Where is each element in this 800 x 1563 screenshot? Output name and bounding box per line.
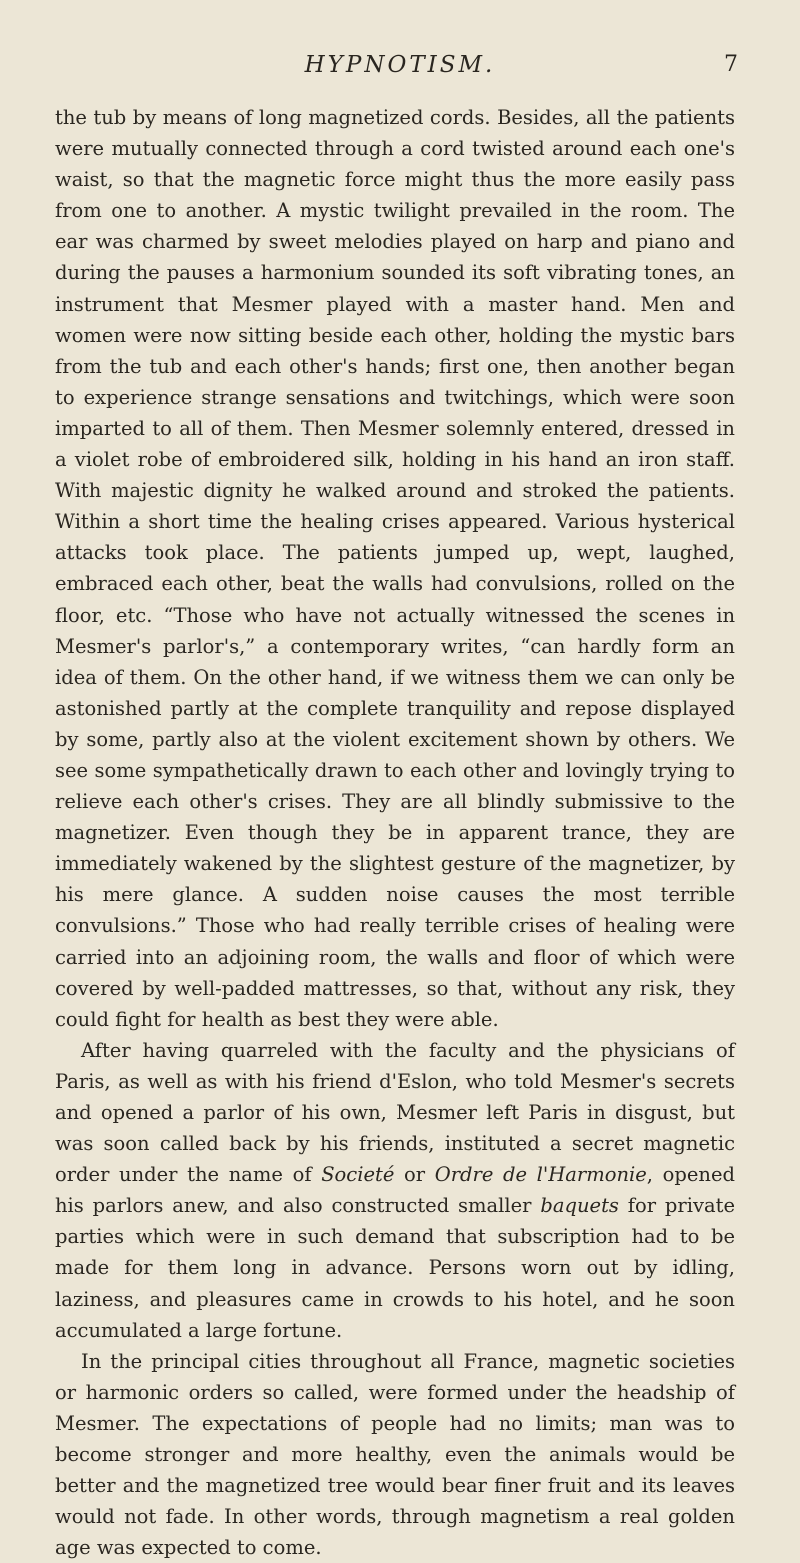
italic-term-baquets: baquets [540,1194,619,1218]
italic-term-societe: Societé [321,1163,395,1187]
paragraph-1: the tub by means of long magnetized cords. Besides, all the patients were mutually connected through a cord twisted around each one's waist, so that the magnetic force might thus the more easily pass from one to another. A mystic twilight prevailed in the room. The ear was charmed by sweet melodies played on harp and piano and during the pauses a harmonium sounded its soft vibrating tones, an instrument that Mesmer played with a master hand. Men and women were now sitting beside each other, holding the mystic bars from the tub and each other's hands; first one, then another began to experience strange sensations and twitchings, which were soon imparted to all of them. Then Mesmer solemnly entered, dressed in a violet robe of embroidered silk, holding in his hand an iron staff. With majestic dignity he walked around and stroked the patients. Within a short time the healing crises appeared. Various hysterical attacks took place. The patients jumped up, wept, laughed, embraced each other, beat the walls had convulsions, rolled on the floor, etc. “Those who have not actually witnessed the scenes in Mesmer's parlor's,” a contemporary writes, “can hardly form an idea of them. On the other hand, if we witness them we can only be astonished partly at the complete tranquility and repose displayed by some, partly also at the violent excitement shown by others. We see some sympathetically drawn to each other and lovingly trying to relieve each other's crises. They are all blindly submissive to the magnetizer. Even though they be in apparent trance, they are immediately wakened by the slightest gesture of the magnetizer, by his mere glance. A sudden noise causes the most terrible convulsions.” Those who had really terrible crises of healing were carried into an adjoining room, the walls and floor of which were covered by well-padded mattresses, so that, without any risk, they could fight for health as best they were able. [55,106,735,1031]
page-number: 7 [724,52,738,77]
running-head [0,52,800,86]
running-title: HYPNOTISM. [304,52,496,78]
text-run: for private parties which were in such demand that subscription had to be made for them long in advance. Persons worn out by idling, laziness, and pleasures came in crowds to his hotel, and he soon accumulated a large fortune. [55,1194,735,1342]
text-run: or [394,1163,435,1187]
body-text [55,102,735,1563]
italic-term-ordre: Ordre de l'Harmonie [434,1163,647,1187]
paragraph-2 [55,1035,735,1346]
paragraph-3: In the principal cities throughout all France, magnetic societies or harmonic orders so called, were formed under the headship of Mesmer. The expectations of people had no limits; man was to become stronger and more healthy, even the animals would be better and the magnetized tree would bear finer fruit and its leaves would not fade. In other words, through magnetism a real golden age was expected to come. [55,1349,735,1560]
text-run: , opened his parlors anew, and also constructed smaller [55,1163,735,1218]
text-run: After having quarreled with the faculty and the physicians of Paris, as well as with his friend d'Eslon, who told Mesmer's secrets and opened a parlor of his own, Mesmer left Paris in disgust, but was soon called back by his friends, instituted a secret magnetic order under the name of [55,1038,735,1187]
